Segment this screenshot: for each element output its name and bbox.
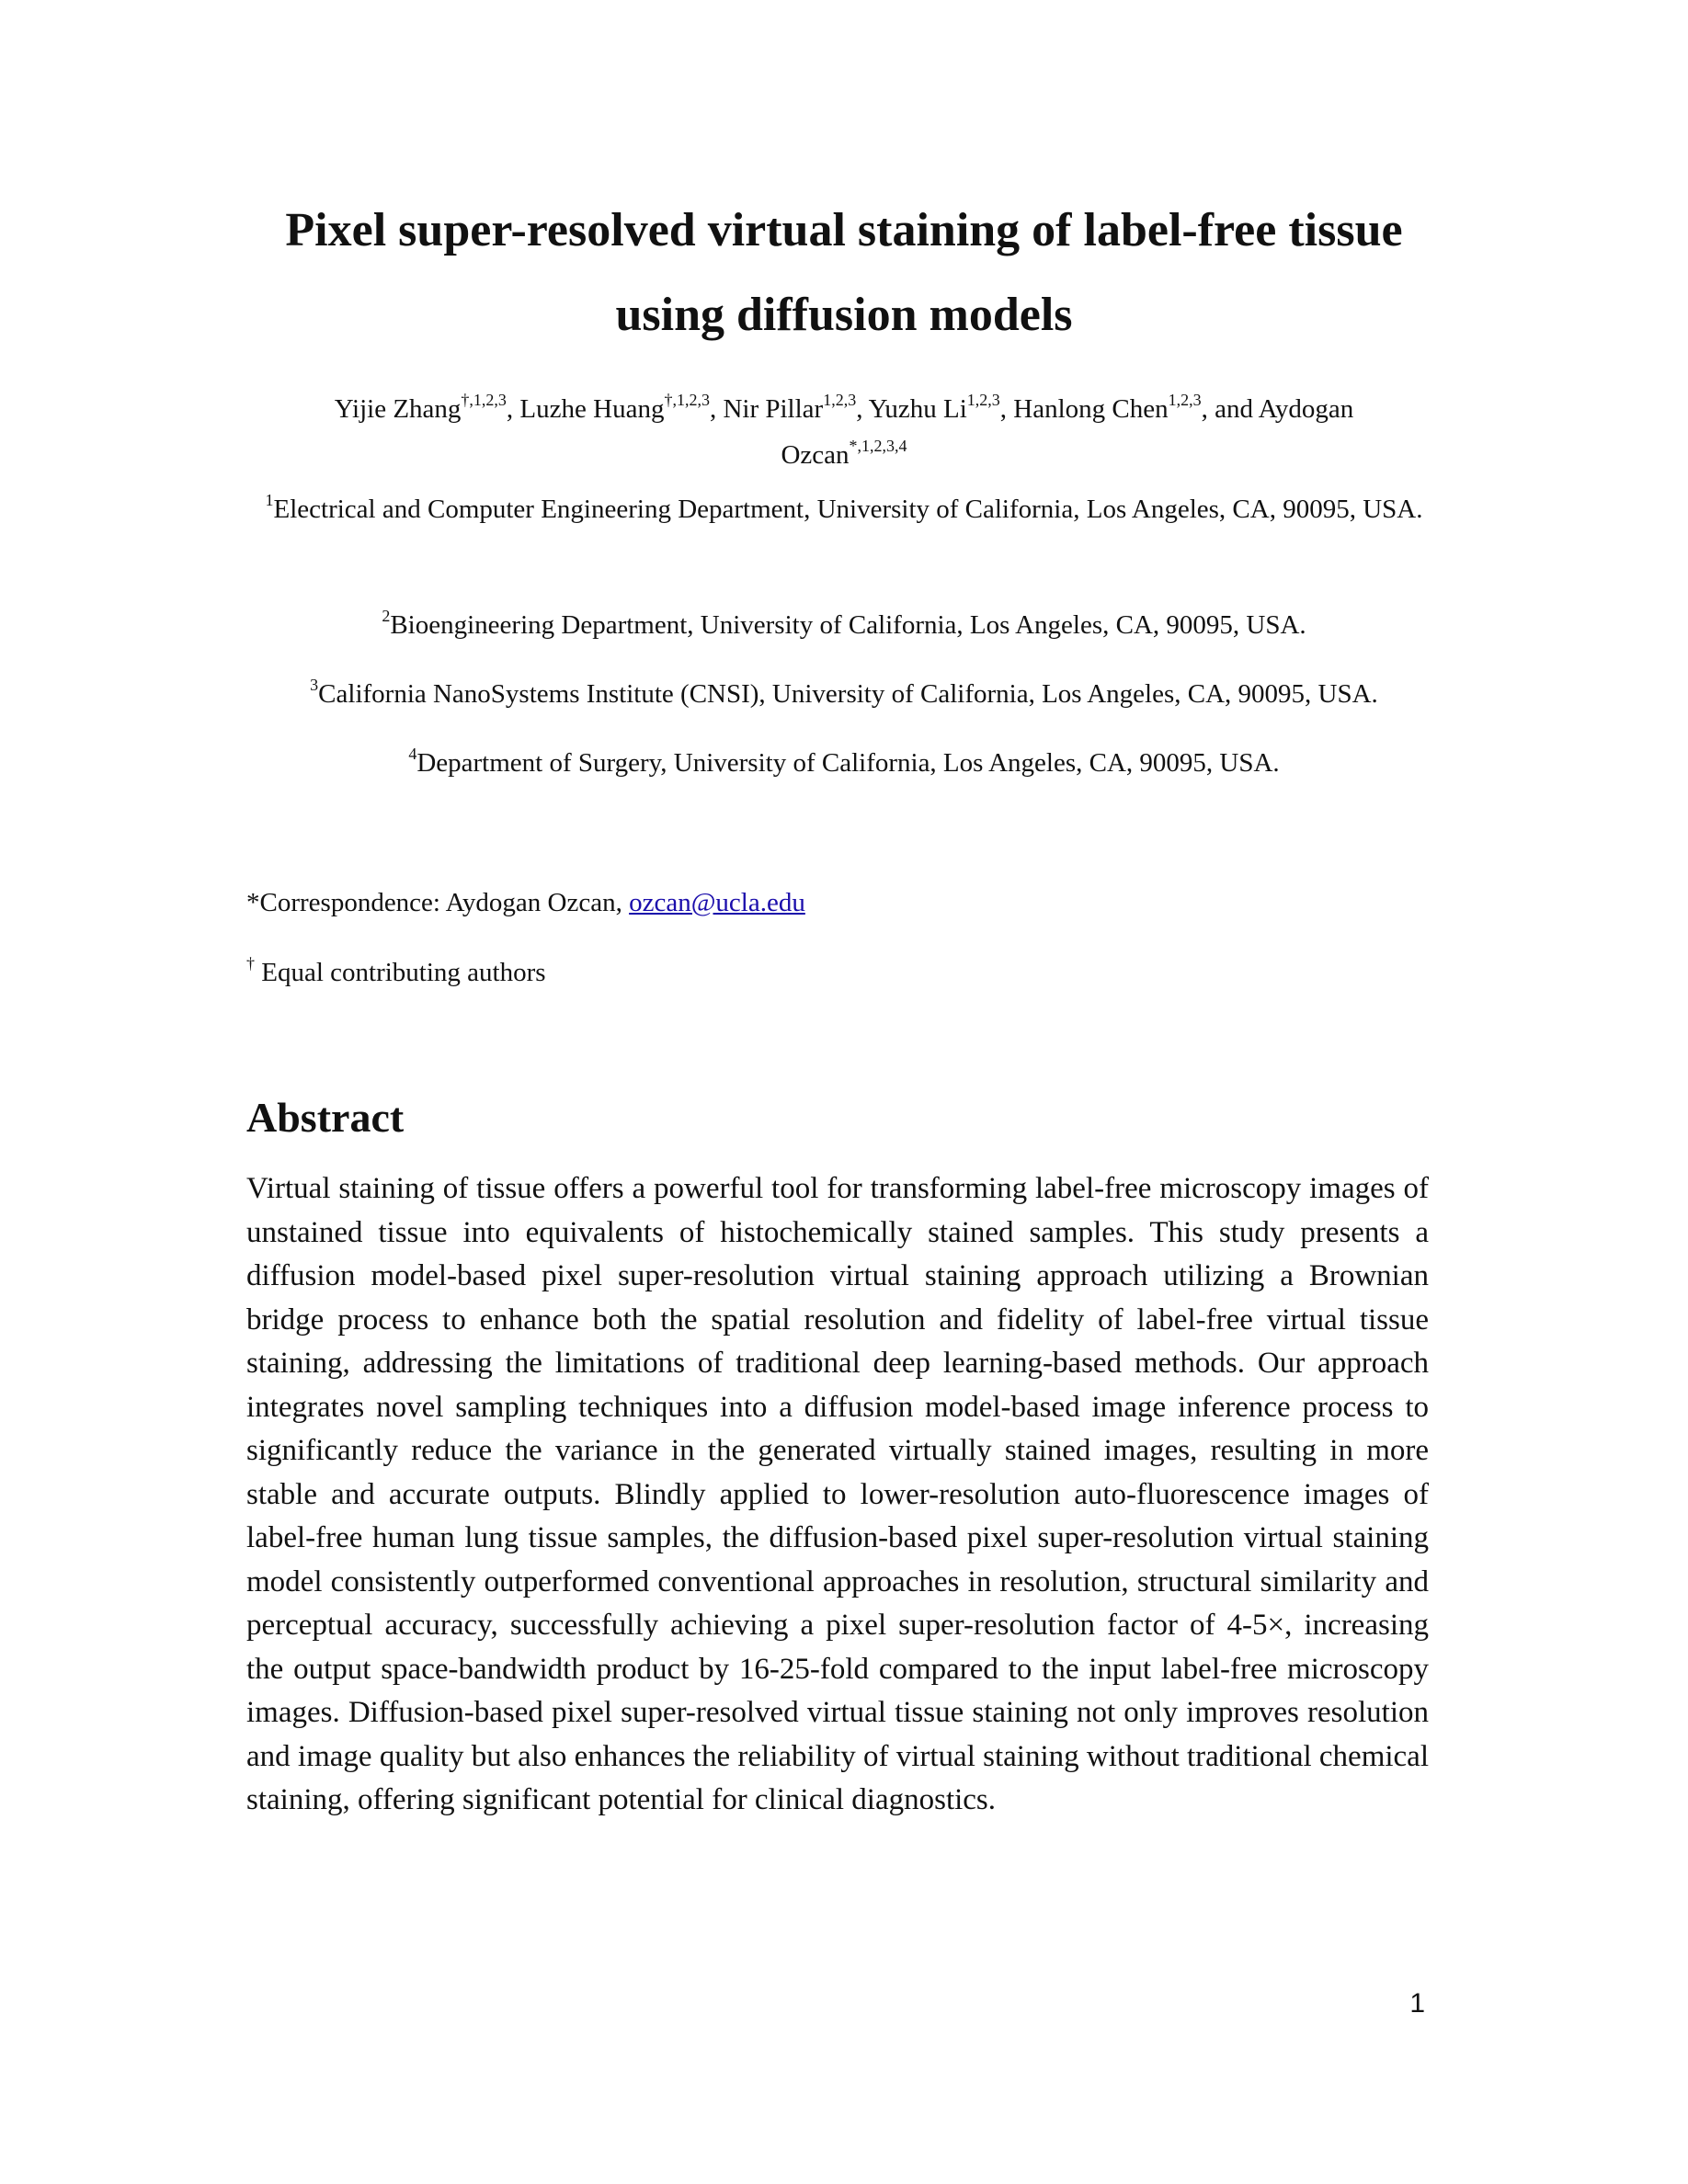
author-name: Nir Pillar [723, 394, 824, 424]
author-name: Luzhe Huang [519, 394, 665, 424]
author-affiliation-marker: 1,2,3 [1168, 391, 1202, 409]
author-name: Yuzhu Li [868, 394, 967, 424]
author-affiliation-marker: †,1,2,3 [461, 391, 507, 409]
dagger-marker: † [246, 954, 255, 973]
author-list [276, 386, 1412, 478]
equal-contribution-note [246, 952, 546, 993]
correspondence-email-link[interactable]: ozcan@ucla.edu [629, 888, 805, 917]
affiliation-text: Department of Surgery, University of California, Los Angeles, CA, 90095, USA. [416, 748, 1280, 778]
author-separator: , [856, 394, 869, 424]
affiliation-marker: 3 [310, 676, 319, 694]
affiliation-marker: 4 [408, 745, 417, 763]
abstract-body: Virtual staining of tissue offers a powerful tool for transforming label-free microscopy images of unstained tissue into equivalents of histochemically stained samples. This study presents a diffusion model-based pixel super-resolution virtual staining approach utilizing a Brownian bridge process to enhance both the spatial resolution and fidelity of label-free virtual tissue staining, addressing the limitations of traditional deep learning-based methods. Our approach integrates novel sampling techniques into a diffusion model-based image inference process to significantly reduce the variance in the generated virtually stained images, resulting in more stable and accurate outputs. Blindly applied to lower-resolution auto-fluorescence images of label-free human lung tissue samples, the diffusion-based pixel super-resolution virtual staining model consistently outperformed conventional approaches in resolution, structural similarity and perceptual accuracy, successfully achieving a pixel super-resolution factor of 4-5×, increasing the output space-bandwidth product by 16-25-fold compared to the input label-free microscopy images. Diffusion-based pixel super-resolved virtual tissue staining not only improves resolution and image quality but also enhances the reliability of virtual staining without traditional chemical staining, offering significant potential for clinical diagnostics. [246, 1172, 1429, 1816]
author-affiliation-marker: 1,2,3 [823, 391, 857, 409]
affiliation-text: California NanoSystems Institute (CNSI), University of California, Los Angeles, CA, 90095, USA. [318, 679, 1378, 709]
author-separator: , [999, 394, 1014, 424]
affiliation-4 [248, 739, 1440, 787]
author-separator: , [506, 394, 520, 424]
author-name: Aydogan Ozcan [781, 394, 1354, 470]
affiliation-3 [248, 670, 1440, 718]
equal-contribution-text: Equal contributing authors [255, 958, 546, 987]
affiliation-text: Bioengineering Department, University of California, Los Angeles, CA, 90095, USA. [390, 610, 1306, 640]
affiliation-2 [248, 601, 1440, 649]
affiliation-marker: 1 [265, 491, 274, 509]
affiliation-1 [248, 485, 1440, 533]
author-affiliation-marker: *,1,2,3,4 [849, 437, 907, 455]
author-affiliation-marker: 1,2,3 [966, 391, 1000, 409]
author-affiliation-marker: †,1,2,3 [664, 391, 710, 409]
author-name: Hanlong Chen [1013, 394, 1169, 424]
correspondence-line [246, 882, 805, 923]
author-separator: , [709, 394, 724, 424]
correspondence-label: *Correspondence: Aydogan Ozcan, [246, 888, 630, 917]
page-number: 1 [1409, 1988, 1425, 2019]
abstract-heading: Abstract [246, 1094, 405, 1141]
author-name: Yijie Zhang [334, 394, 462, 424]
author-separator: , and [1201, 394, 1259, 424]
affiliation-text: Electrical and Computer Engineering Department, University of California, Los Angeles, CA, 90095, USA. [273, 495, 1423, 524]
title-line-2: using diffusion models [615, 289, 1073, 341]
title-line-1: Pixel super-resolved virtual staining of label-free tissue [285, 204, 1403, 256]
affiliation-marker: 2 [382, 607, 391, 625]
paper-title [184, 188, 1504, 358]
